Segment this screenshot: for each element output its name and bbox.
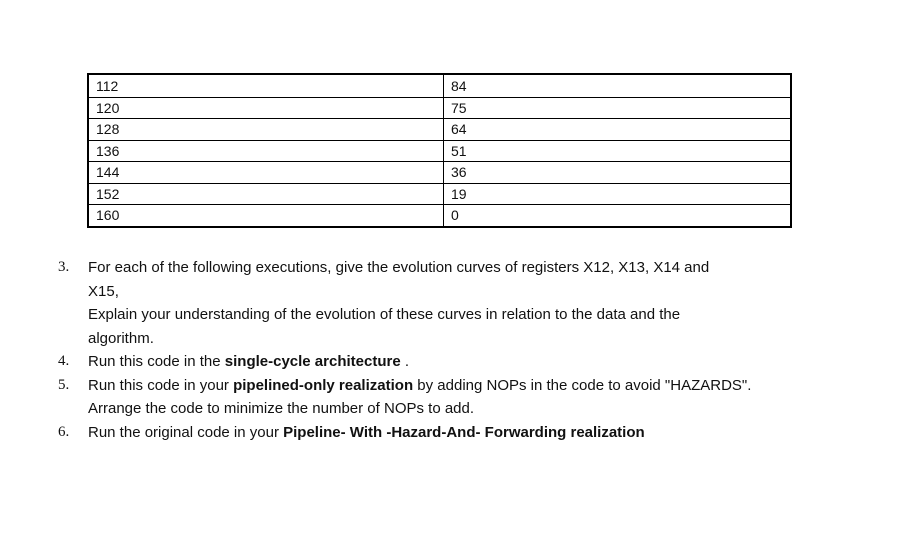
table-row	[89, 97, 791, 119]
table-cell: 136	[89, 140, 444, 162]
table-cell: 128	[89, 119, 444, 141]
question-text: by adding NOPs in the code to avoid "HAZARDS".	[413, 376, 752, 394]
question-item	[58, 256, 848, 350]
question-item	[58, 421, 848, 445]
table-cell: 19	[444, 183, 791, 205]
data-table	[88, 74, 791, 227]
question-emphasis: single-cycle architecture	[224, 353, 401, 370]
table-cell: 75	[444, 97, 791, 119]
question-text-line: Arrange the code to minimize the number of NOPs to add.	[88, 400, 475, 417]
question-text: Run this code in the	[88, 353, 225, 370]
table-cell: 84	[444, 75, 791, 98]
question-text-line: algorithm.	[88, 329, 154, 347]
question-number: 5.	[58, 376, 70, 393]
table-row	[89, 162, 791, 184]
question-number: 6.	[58, 423, 70, 440]
question-emphasis: pipelined-only realization	[233, 376, 414, 394]
question-text: .	[400, 353, 410, 370]
question-item	[58, 374, 848, 421]
question-text-line: Explain your understanding of the evolution of these curves in relation to the data and the	[88, 306, 681, 323]
question-text-line: X15,	[88, 282, 119, 300]
table-cell: 160	[89, 205, 444, 227]
table-cell: 120	[89, 97, 444, 119]
table-cell: 51	[444, 140, 791, 162]
question-text: Run the original code in your	[88, 423, 284, 441]
question-number: 3.	[58, 259, 70, 275]
table-row	[89, 183, 791, 205]
table-cell: 112	[89, 75, 444, 98]
table-row	[89, 205, 791, 227]
question-number: 4.	[58, 353, 70, 369]
table-row	[89, 119, 791, 141]
table-cell: 152	[89, 183, 444, 205]
question-text-line	[88, 350, 848, 374]
table-row	[89, 75, 791, 98]
question-text: Run this code in your	[88, 376, 234, 394]
question-item	[58, 350, 848, 374]
table-cell: 144	[89, 162, 444, 184]
question-text-line: For each of the following executions, give the evolution curves of registers X12, X13, X14 and	[88, 259, 710, 276]
question-emphasis: Pipeline- With -Hazard-And- Forwarding realization	[283, 423, 645, 441]
table-cell: 0	[444, 205, 791, 227]
question-list	[58, 256, 848, 444]
question-text-line	[88, 421, 848, 445]
table-cell: 64	[444, 119, 791, 141]
table-cell: 36	[444, 162, 791, 184]
question-text-line	[88, 374, 848, 398]
table-row	[89, 140, 791, 162]
